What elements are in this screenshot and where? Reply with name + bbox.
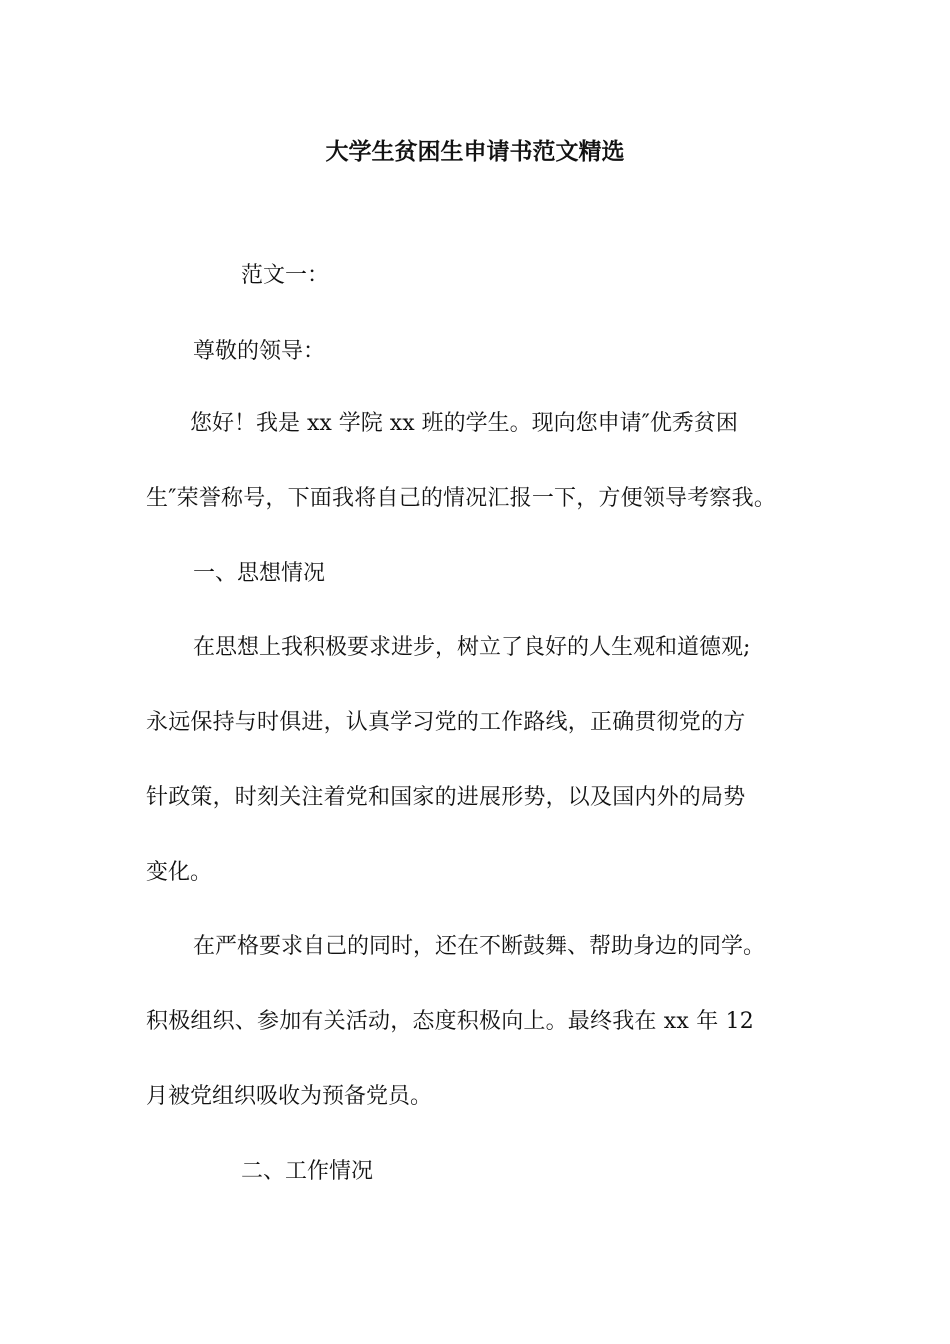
document-title: 大学生贫困生申请书范文精选 (325, 139, 625, 165)
body-line: 针政策，时刻关注着党和国家的进展形势，以及国内外的局势 (146, 785, 746, 810)
section-heading-work: 二、工作情况 (241, 1159, 374, 1184)
body-line: 积极组织、参加有关活动，态度积极向上。最终我在 xx 年 12 (146, 1009, 754, 1034)
body-line: 在思想上我积极要求进步，树立了良好的人生观和道德观; (193, 635, 751, 660)
body-line: 变化。 (146, 860, 213, 885)
section-label-sample-one: 范文一： (241, 263, 330, 288)
body-line: 永远保持与时俱进，认真学习党的工作路线，正确贯彻党的方 (146, 710, 746, 735)
body-line: 在严格要求自己的同时，还在不断鼓舞、帮助身边的同学。 (193, 934, 766, 959)
body-line: 您好！我是 xx 学院 xx 班的学生。现向您申请″优秀贫困 (190, 411, 738, 436)
section-heading-thought: 一、思想情况 (193, 561, 326, 586)
salutation: 尊敬的领导： (193, 339, 326, 364)
body-line: 生″荣誉称号，下面我将自己的情况汇报一下，方便领导考察我。 (146, 486, 777, 511)
body-line: 月被党组织吸收为预备党员。 (146, 1084, 433, 1109)
